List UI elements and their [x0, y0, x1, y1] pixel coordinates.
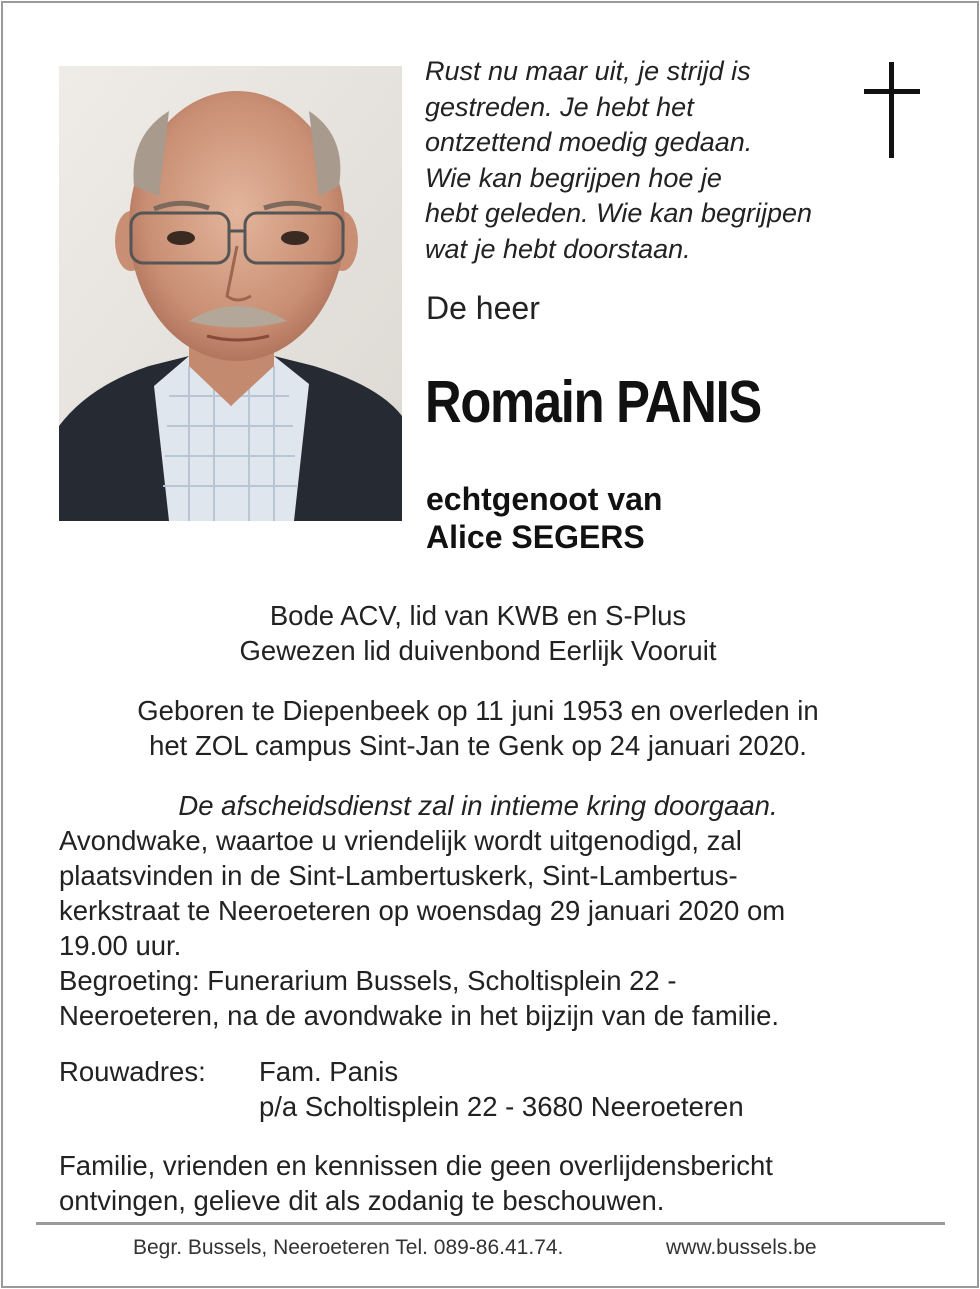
closing-line: ontvingen, gelieve dit als zodanig te beschouwen. [59, 1185, 665, 1216]
address-line: p/a Scholtisplein 22 - 3680 Neeroeteren [259, 1091, 744, 1122]
birth-death-line: het ZOL campus Sint-Jan te Genk op 24 januari 2020. [149, 730, 807, 761]
undertaker-info: Begr. Bussels, Neeroeteren Tel. 089-86.41.74. [133, 1236, 564, 1259]
footer [133, 1236, 817, 1260]
honorific: De heer [426, 290, 540, 326]
poem-line: Wie kan begrijpen hoe je [425, 162, 722, 193]
poem-line: gestreden. Je hebt het [425, 91, 694, 122]
divider [36, 1222, 945, 1225]
body-line: kerkstraat te Neeroeteren op woensdag 29 januari 2020 om [59, 895, 786, 926]
poem [425, 54, 885, 267]
spouse-name: Alice SEGERS [426, 519, 645, 555]
spouse-info [426, 480, 662, 556]
spouse-label: echtgenoot van [426, 481, 663, 517]
body-line: 19.00 uur. [59, 930, 182, 961]
birth-death-info [40, 693, 916, 763]
cross-icon [862, 62, 922, 160]
body-line: plaatsvinden in de Sint-Lambertuskerk, Sint-Lambertus- [59, 860, 738, 891]
service-note: De afscheidsdienst zal in intieme kring doorgaan. [178, 790, 778, 821]
closing-note [59, 1148, 939, 1218]
closing-line: Familie, vrienden en kennissen die geen overlijdensbericht [59, 1150, 773, 1181]
address-label: Rouwadres: [59, 1056, 206, 1087]
body-line: Neeroeteren, na de avondwake in het bijzijn van de familie. [59, 1000, 780, 1031]
portrait-photo [59, 66, 402, 521]
body-line: Begroeting: Funerarium Bussels, Scholtisplein 22 - [59, 965, 677, 996]
birth-death-line: Geboren te Diepenbeek op 11 juni 1953 en overleden in [137, 695, 819, 726]
website-link[interactable]: www.bussels.be [666, 1236, 817, 1259]
poem-line: ontzettend moedig gedaan. [425, 127, 753, 157]
poem-line: Rust nu maar uit, je strijd is [425, 56, 751, 86]
affiliation-line: Gewezen lid duivenbond Eerlijk Vooruit [239, 635, 717, 666]
deceased-name: Romain PANIS [425, 369, 761, 435]
body-line: Avondwake, waartoe u vriendelijk wordt uitgenodigd, zal [59, 825, 742, 856]
affiliation-line: Bode ACV, lid van KWB en S-Plus [269, 600, 687, 631]
ceremony-details [59, 823, 939, 1033]
address-line: Fam. Panis [259, 1056, 399, 1087]
poem-line: wat je hebt doorstaan. [425, 233, 691, 264]
poem-line: hebt geleden. Wie kan begrijpen [425, 198, 813, 228]
affiliations [40, 598, 916, 668]
